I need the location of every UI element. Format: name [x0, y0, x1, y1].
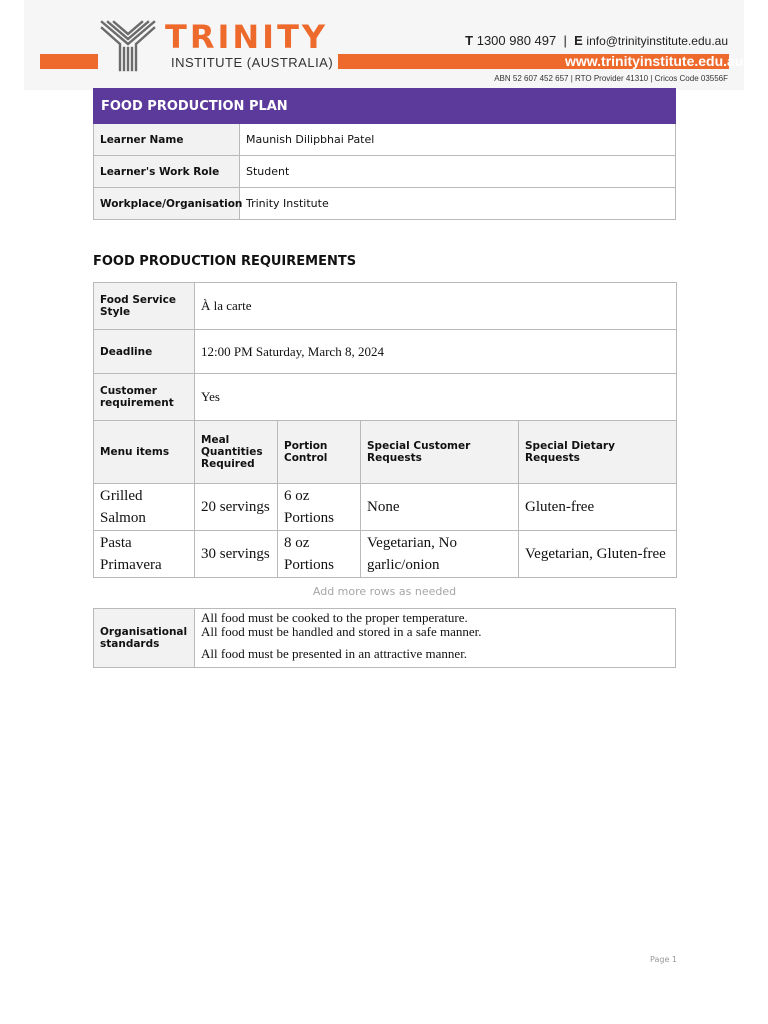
menu-header-row	[94, 421, 677, 484]
add-rows-note: Add more rows as needed	[312, 585, 457, 598]
requirements-table	[93, 282, 677, 578]
requirements-heading: FOOD PRODUCTION REQUIREMENTS	[93, 254, 357, 269]
trinity-logo-icon	[100, 18, 156, 72]
special-customer-requests-header: Special Customer Requests	[361, 421, 519, 484]
meal-quantities-header: Meal Quantities Required	[195, 421, 278, 484]
phone-number: 1300 980 497	[476, 33, 557, 48]
organisational-standards-label: Organisational standards	[94, 609, 195, 668]
standard-line: All food must be presented in an attractive manner.	[201, 646, 468, 661]
standards-table	[93, 608, 676, 668]
customer-requirement-field[interactable]: Yes	[195, 374, 677, 421]
quantity-cell[interactable]: 30 servings	[195, 531, 278, 578]
website-link[interactable]: www.trinityinstitute.edu.au	[565, 53, 744, 69]
page-number: Page 1	[650, 955, 677, 964]
contact-separator: |	[563, 33, 567, 48]
table-row	[94, 283, 677, 330]
learner-name-label: Learner Name	[94, 124, 240, 156]
brand-bar-left	[40, 54, 98, 69]
standard-line: All food must be handled and stored in a safe manner.	[201, 624, 482, 639]
brand-name: TRINITY	[165, 18, 329, 56]
work-role-field[interactable]: Student	[240, 156, 676, 188]
table-row	[94, 124, 676, 156]
abn-line: ABN 52 607 452 657 | RTO Provider 41310 | Cricos Code 03556F	[494, 74, 728, 83]
menu-row	[94, 484, 677, 531]
email-link[interactable]: info@trinityinstitute.edu.au	[586, 34, 728, 48]
brand-subtitle: INSTITUTE (AUSTRALIA)	[171, 55, 334, 70]
menu-item-cell[interactable]: Pasta Primavera	[94, 531, 195, 578]
standard-line: All food must be cooked to the proper temperature.	[201, 610, 468, 625]
table-row	[94, 374, 677, 421]
email-label: E	[574, 33, 583, 48]
food-service-style-label: Food Service Style	[94, 283, 195, 330]
learner-name-field[interactable]: Maunish Dilipbhai Patel	[240, 124, 676, 156]
portion-cell[interactable]: 8 oz Portions	[278, 531, 361, 578]
plan-title: FOOD PRODUCTION PLAN	[94, 89, 676, 124]
workplace-label: Workplace/Organisation	[94, 188, 240, 220]
menu-row	[94, 531, 677, 578]
deadline-label: Deadline	[94, 330, 195, 374]
special-dietary-requests-header: Special Dietary Requests	[519, 421, 677, 484]
dietary-request-cell[interactable]: Gluten-free	[519, 484, 677, 531]
contact-line	[465, 33, 728, 48]
quantity-cell[interactable]: 20 servings	[195, 484, 278, 531]
production-plan-table	[93, 88, 676, 220]
phone-label: T	[465, 33, 474, 48]
portion-cell[interactable]: 6 oz Portions	[278, 484, 361, 531]
work-role-label: Learner's Work Role	[94, 156, 240, 188]
table-row	[94, 609, 676, 668]
customer-request-cell[interactable]: Vegetarian, No garlic/onion	[361, 531, 519, 578]
customer-request-cell[interactable]: None	[361, 484, 519, 531]
dietary-request-cell[interactable]: Vegetarian, Gluten-free	[519, 531, 677, 578]
menu-items-header: Menu items	[94, 421, 195, 484]
customer-requirement-label: Customer requirement	[94, 374, 195, 421]
table-row	[94, 156, 676, 188]
organisational-standards-field[interactable]	[195, 609, 676, 668]
menu-item-cell[interactable]: Grilled Salmon	[94, 484, 195, 531]
deadline-field[interactable]: 12:00 PM Saturday, March 8, 2024	[195, 330, 677, 374]
food-service-style-field[interactable]: À la carte	[195, 283, 677, 330]
workplace-field[interactable]: Trinity Institute	[240, 188, 676, 220]
table-row	[94, 330, 677, 374]
table-row	[94, 188, 676, 220]
portion-control-header: Portion Control	[278, 421, 361, 484]
